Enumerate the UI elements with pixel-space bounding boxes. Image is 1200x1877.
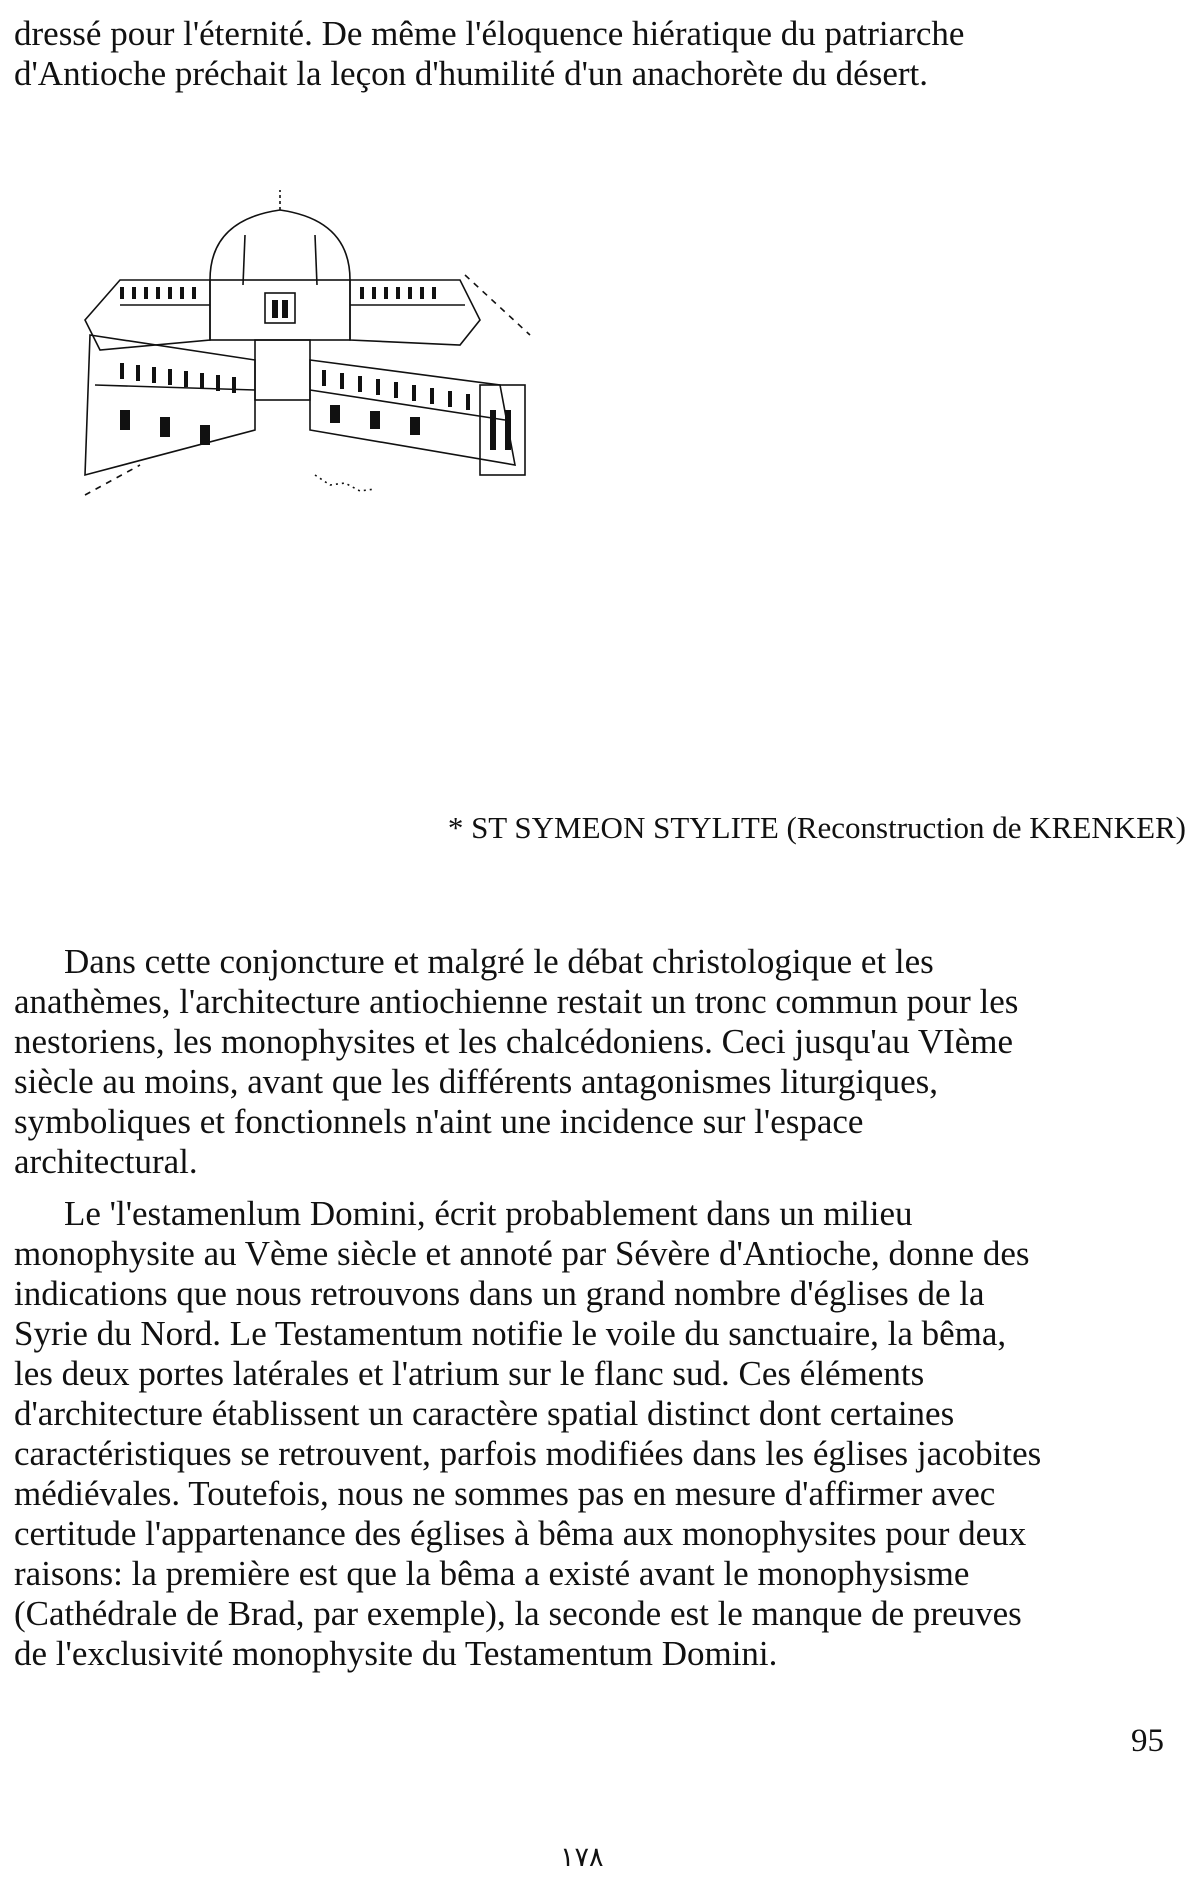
figure-caption: * ST SYMEON STYLITE (Reconstruction de KRENKER) <box>447 810 1186 845</box>
text-line: médiévales. Toutefois, nous ne sommes pas en mesure d'affirmer avec <box>14 1474 996 1513</box>
text-line: raisons: la première est que la bêma a existé avant le monophysisme <box>14 1554 970 1593</box>
text-line: les deux portes latérales et l'atrium sur le flanc sud. Ces éléments <box>14 1354 925 1393</box>
text-line: indications que nous retrouvons dans un grand nombre d'églises de la <box>14 1274 985 1313</box>
intro-text <box>14 14 1186 94</box>
text-line: Dans cette conjoncture et malgré le débat christologique et les <box>64 942 934 981</box>
text-line: Le 'l'estamenlum Domini, écrit probablement dans un milieu <box>64 1194 913 1233</box>
arabic-folio-number: ١٧٨ <box>560 1842 604 1873</box>
west-wing <box>85 335 255 475</box>
text-line: architectural. <box>14 1142 198 1181</box>
paragraph-2 <box>14 1194 1186 1674</box>
paragraph-1 <box>14 942 1186 1182</box>
text-line: dressé pour l'éternité. De même l'éloquence hiératique du patriarche <box>14 14 965 53</box>
text-line: anathèmes, l'architecture antiochienne restait un tronc commun pour les <box>14 982 1019 1021</box>
page-number: 95 <box>1131 1723 1164 1759</box>
text-line: Syrie du Nord. Le Testamentum notifie le voile du sanctuaire, la bêma, <box>14 1314 1007 1353</box>
text-line: siècle au moins, avant que les différents antagonismes liturgiques, <box>14 1062 939 1101</box>
text-line: symboliques et fonctionnels n'aint une incidence sur l'espace <box>14 1102 864 1141</box>
dome-outline <box>210 210 350 280</box>
text-line: nestoriens, les monophysites et les chalcédoniens. Ceci jusqu'au VIème <box>14 1022 1014 1061</box>
text-line: caractéristiques se retrouvent, parfois modifiées dans les églises jacobites <box>14 1434 1042 1473</box>
text-line: de l'exclusivité monophysite du Testamentum Domini. <box>14 1634 778 1673</box>
east-wing <box>350 280 480 345</box>
text-line: (Cathédrale de Brad, par exemple), la seconde est le manque de preuves <box>14 1594 1022 1633</box>
text-line: d'Antioche préchait la leçon d'humilité d'un anachorète du désert. <box>14 54 928 93</box>
church-drawing <box>60 185 620 635</box>
text-line: d'architecture établissent un caractère spatial distinct dont certaines <box>14 1394 955 1433</box>
text-line: monophysite au Vème siècle et annoté par Sévère d'Antioche, donne des <box>14 1234 1030 1273</box>
text-line: certitude l'appartenance des églises à bêma aux monophysites pour deux <box>14 1514 1027 1553</box>
